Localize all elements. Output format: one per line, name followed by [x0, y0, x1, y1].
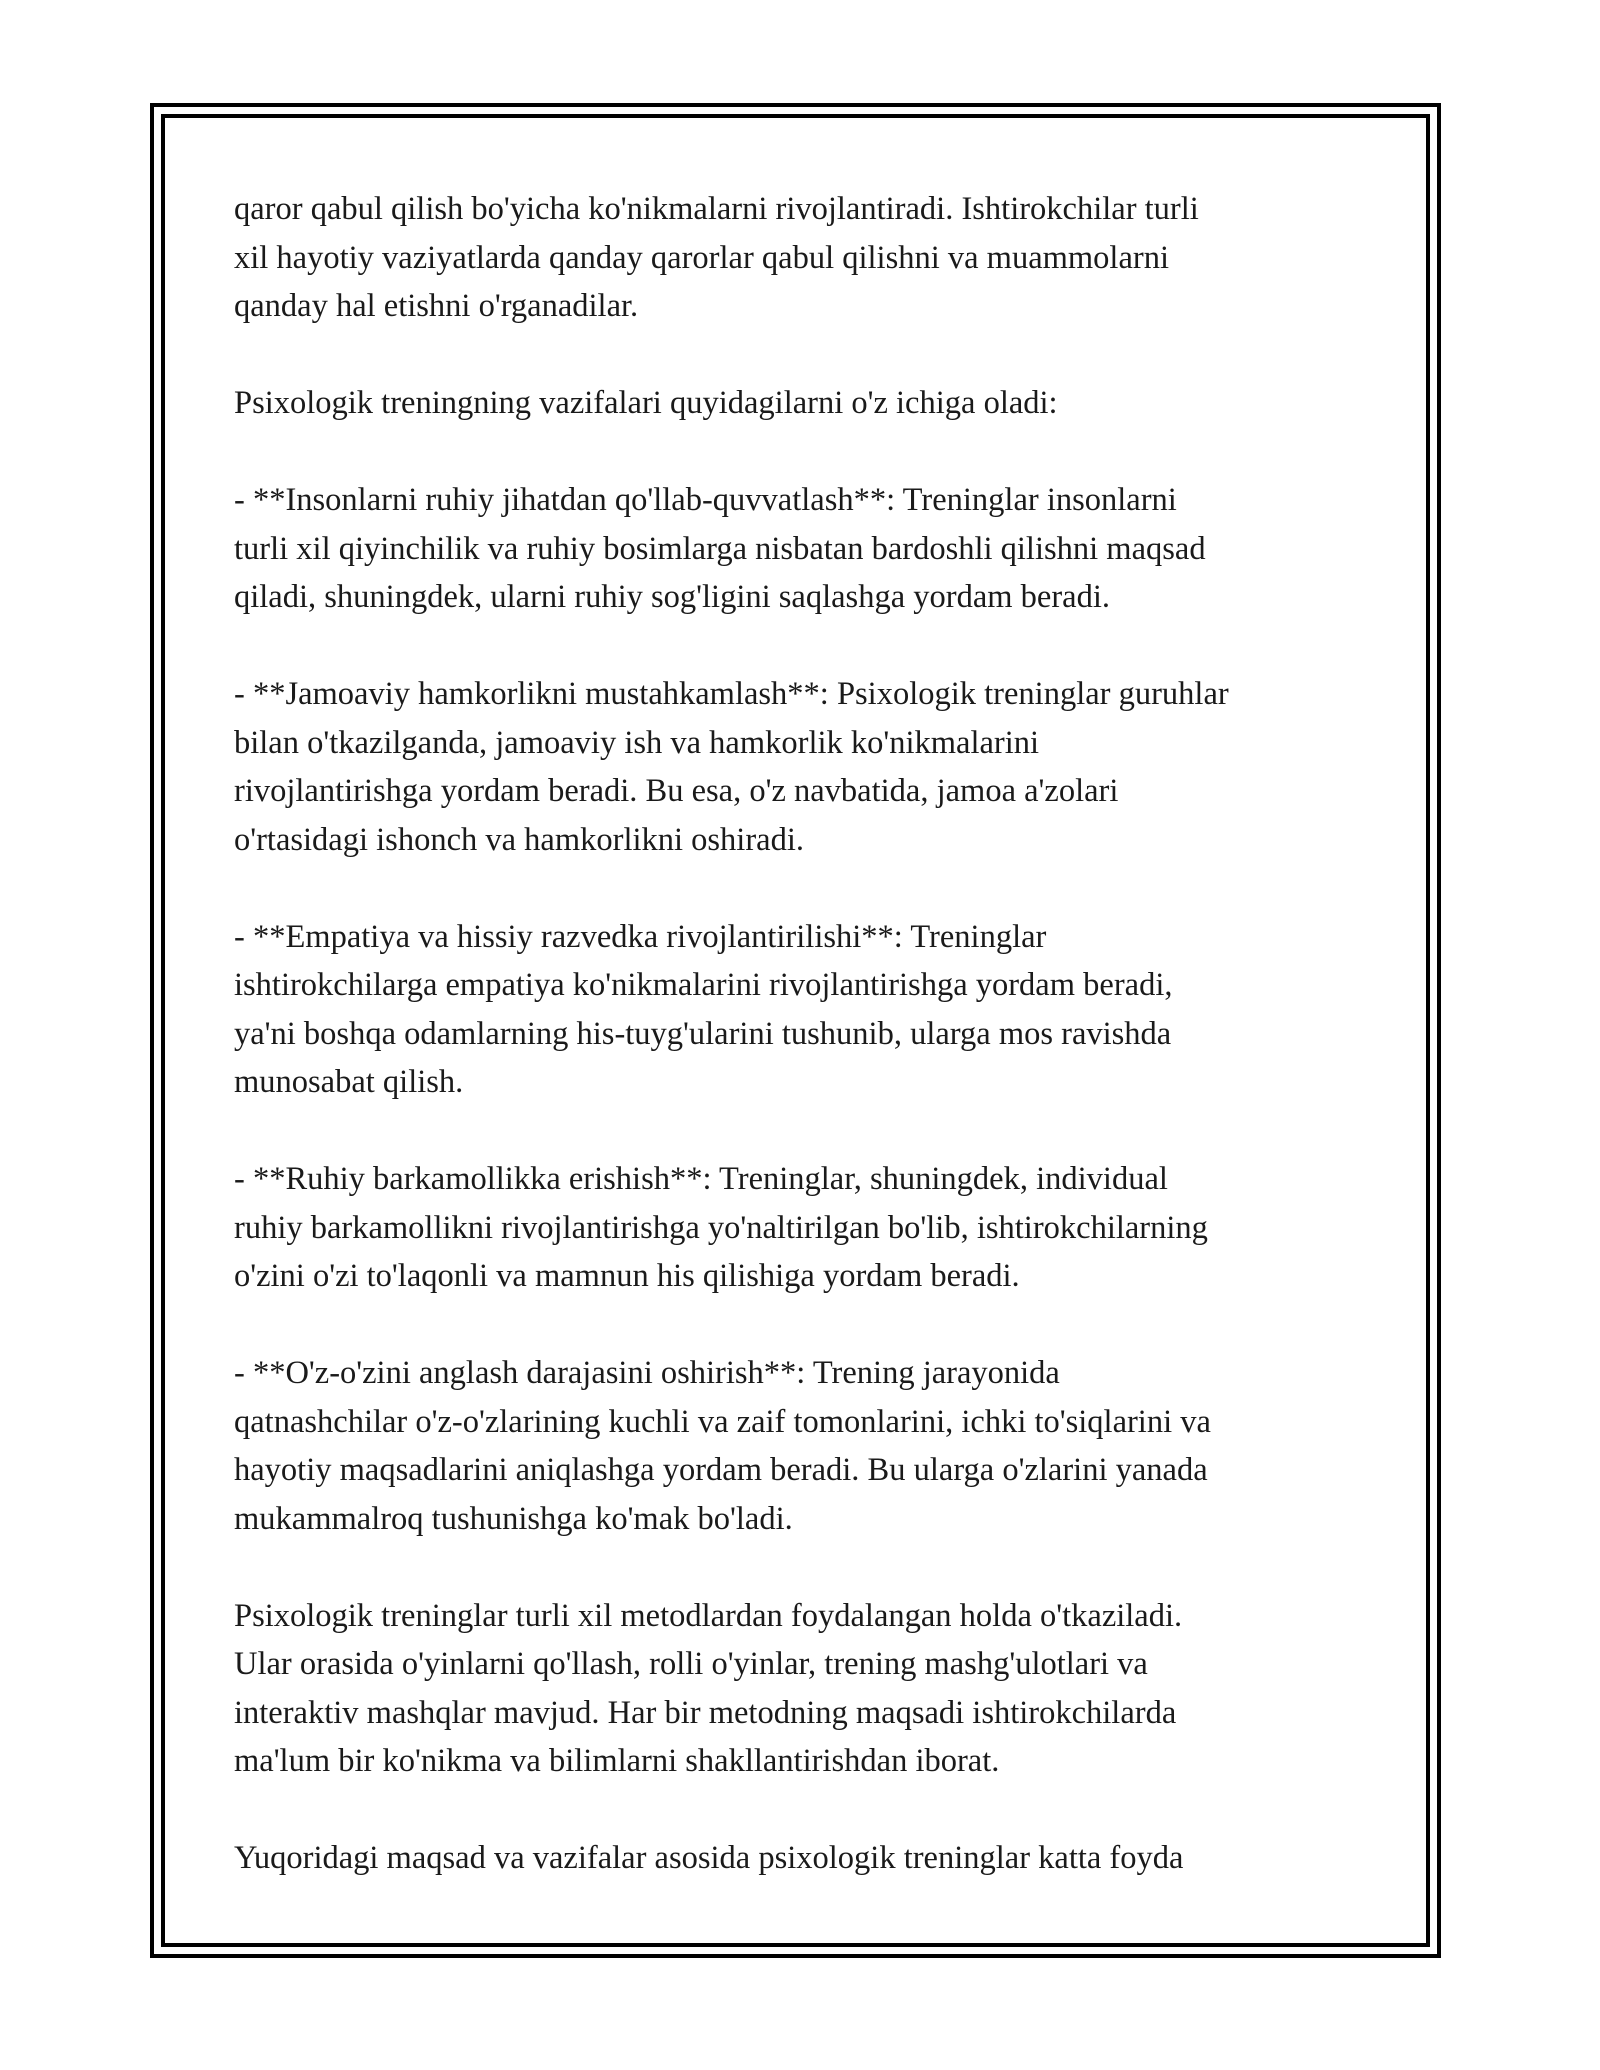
list-item-self-awareness: - **O'z-o'zini anglash darajasini oshirish**: Trening jarayonida qatnashchilar o'z-o'zlarining kuchli va zaif tomonlarini, ichki to'siqlarini va hayotiy maqsadlarini aniqlashga yordam beradi. Bu ularga o'zlarini yanada mukammalroq tushunishga ko'mak bo'ladi.: [234, 1355, 1211, 1537]
paragraph-methods: Psixologik treninglar turli xil metodlardan foydalangan holda o'tkaziladi. Ular orasida o'yinlarni qo'llash, rolli o'yinlar, trening mashg'ulotlari va interaktiv mashqlar mavjud. Har bir metodning maqsadi ishtirokchilarda ma'lum bir ko'nikma va bilimlarni shakllantirishdan iborat.: [234, 1597, 1183, 1779]
paragraph-conclusion-start: Yuqoridagi maqsad va vazifalar asosida psixologik treninglar katta foyda: [234, 1840, 1184, 1876]
list-item-team-cooperation: - **Jamoaviy hamkorlikni mustahkamlash**: Psixologik treninglar guruhlar bilan o'tkazilganda, jamoaviy ish va hamkorlik ko'nikmalarini rivojlantirishga yordam beradi. Bu esa, o'z navbatida, jamoa a'zolari o'rtasidagi ishonch va hamkorlikni oshiradi.: [234, 676, 1229, 858]
paragraph-tasks-heading: Psixologik treningning vazifalari quyidagilarni o'z ichiga oladi:: [234, 385, 1058, 421]
paragraph-intro-continuation: qaror qabul qilish bo'yicha ko'nikmalarni rivojlantiradi. Ishtirokchilar turli xil hayotiy vaziyatlarda qanday qarorlar qabul qilishni va muammolarni qanday hal etishni o'rganadilar.: [234, 191, 1199, 324]
list-item-mental-harmony: - **Ruhiy barkamollikka erishish**: Treninglar, shuningdek, individual ruhiy barkamollikni rivojlantirishga yo'naltirilgan bo'lib, ishtirokchilarning o'zini o'zi to'laqonli va mamnun his qilishiga yordam beradi.: [234, 1161, 1208, 1294]
list-item-empathy: - **Empatiya va hissiy razvedka rivojlantirilishi**: Treninglar ishtirokchilarga empatiya ko'nikmalarini rivojlantirishga yordam beradi, ya'ni boshqa odamlarning his-tuyg'ularini tushunib, ularga mos ravishda munosabat qilish.: [234, 918, 1173, 1100]
document-body: [234, 185, 1364, 1883]
list-item-psychological-support: - **Insonlarni ruhiy jihatdan qo'llab-quvvatlash**: Treninglar insonlarni turli xil qiyinchilik va ruhiy bosimlarga nisbatan bardoshli qilishni maqsad qiladi, shuningdek, ularni ruhiy sog'ligini saqlashga yordam beradi.: [234, 482, 1206, 615]
